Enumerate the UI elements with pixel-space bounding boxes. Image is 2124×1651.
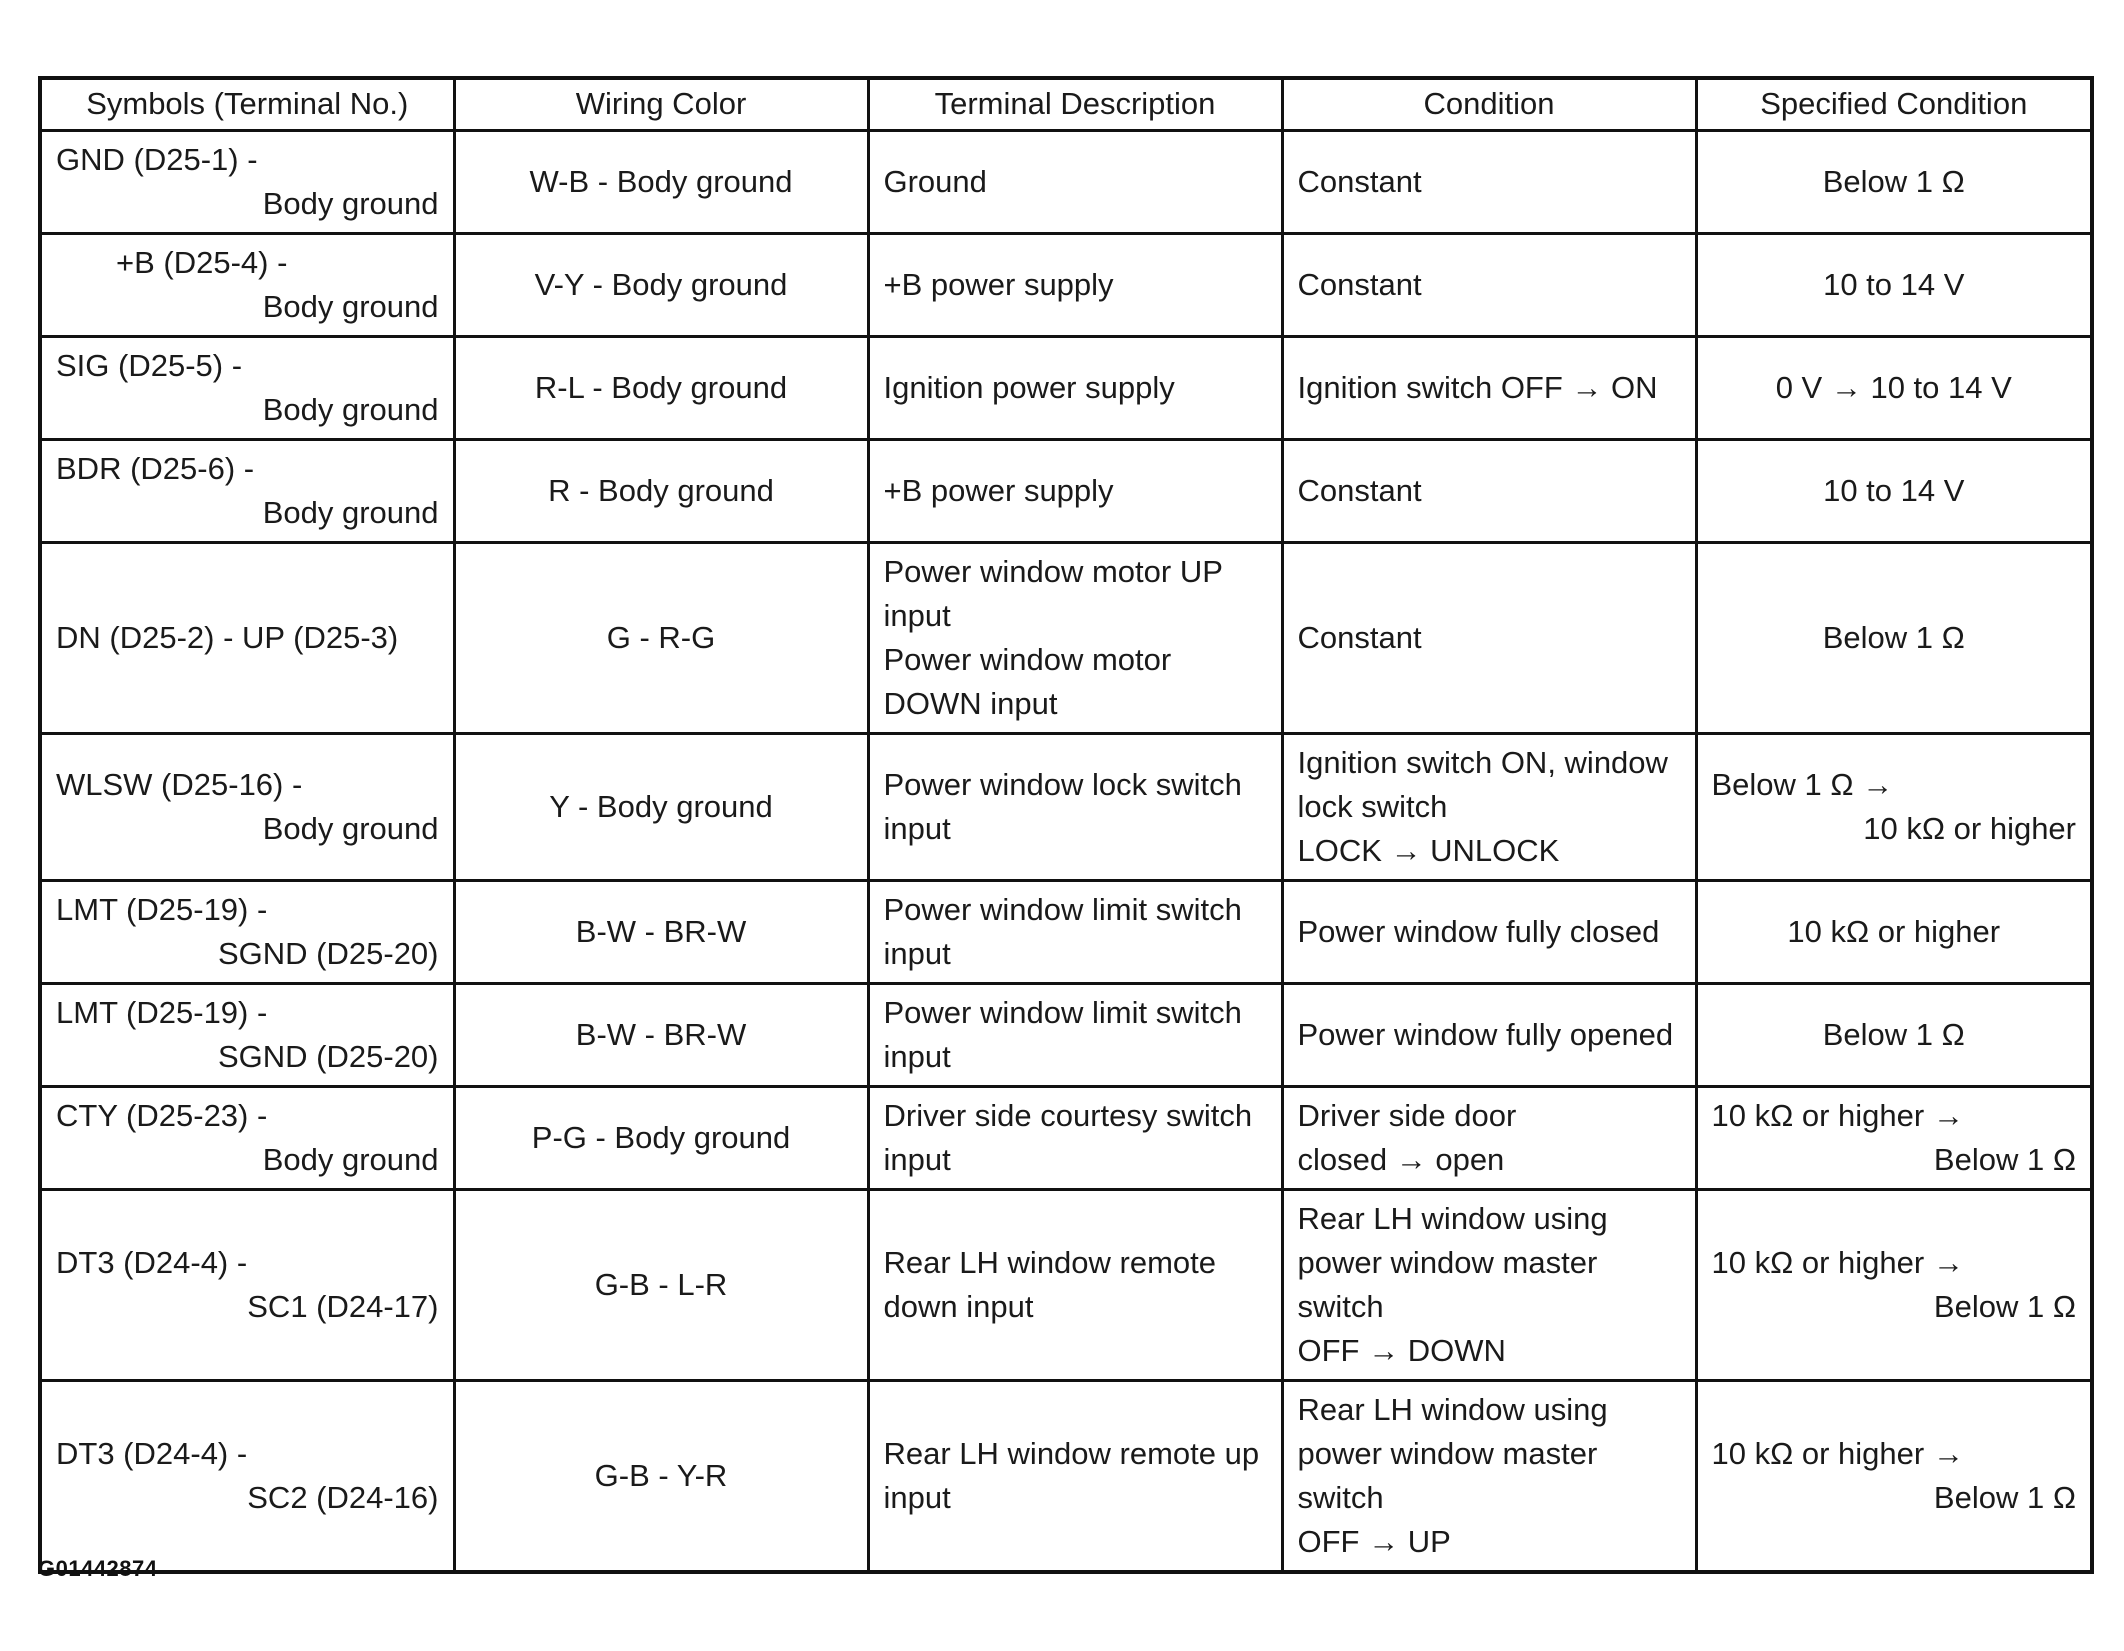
symbol-cell <box>40 1086 454 1189</box>
header-condition: Condition <box>1282 78 1696 130</box>
description-cell <box>868 130 1282 233</box>
wiring-cell: W-B - Body ground <box>454 130 868 233</box>
symbol-cell <box>40 336 454 439</box>
specified-line: Below 1 Ω <box>1822 1016 1965 1052</box>
wiring-cell: B-W - BR-W <box>454 983 868 1086</box>
symbol-line: Body ground <box>262 810 439 846</box>
table-row <box>40 542 2092 733</box>
condition-line: Constant <box>1297 266 1422 302</box>
table-row <box>40 1086 2092 1189</box>
condition-line: Constant <box>1297 163 1422 199</box>
condition-line: lock switch <box>1297 788 1448 824</box>
description-cell <box>868 1086 1282 1189</box>
condition-line: Driver side door <box>1297 1097 1517 1133</box>
specified-line: Below 1 Ω <box>1822 163 1965 199</box>
specified-cell <box>1696 1380 2092 1572</box>
symbol-line: SC1 (D24-17) <box>247 1288 439 1324</box>
description-cell <box>868 1189 1282 1380</box>
symbol-cell <box>40 733 454 880</box>
condition-line: Rear LH window using <box>1297 1391 1608 1427</box>
condition-line: closed → open <box>1297 1141 1505 1177</box>
specified-cell <box>1696 1086 2092 1189</box>
symbol-line: +B (D25-4) - <box>116 244 288 280</box>
description-cell <box>868 439 1282 542</box>
symbol-cell <box>40 542 454 733</box>
condition-line: Ignition switch OFF → ON <box>1297 369 1658 405</box>
symbol-cell <box>40 983 454 1086</box>
description-cell <box>868 880 1282 983</box>
specified-line: Below 1 Ω <box>1933 1479 2076 1515</box>
figure-id-label: G01442874 <box>38 1556 158 1581</box>
condition-line: Rear LH window using <box>1297 1200 1608 1236</box>
condition-line: power window master <box>1297 1435 1598 1471</box>
symbol-line: DT3 (D24-4) - <box>56 1435 248 1471</box>
symbol-line: LMT (D25-19) - <box>56 994 268 1030</box>
specified-line: 10 kΩ or higher → <box>1711 1244 1964 1280</box>
description-line: Power window limit switch <box>883 994 1242 1030</box>
table-row <box>40 233 2092 336</box>
specified-cell <box>1696 983 2092 1086</box>
symbol-line: Body ground <box>262 494 439 530</box>
wiring-cell: G-B - Y-R <box>454 1380 868 1572</box>
symbol-cell <box>40 130 454 233</box>
description-cell <box>868 336 1282 439</box>
specified-cell <box>1696 233 2092 336</box>
condition-cell <box>1282 1086 1696 1189</box>
table-header <box>40 78 2092 130</box>
table-row <box>40 336 2092 439</box>
condition-cell <box>1282 542 1696 733</box>
wiring-cell: B-W - BR-W <box>454 880 868 983</box>
symbol-line: Body ground <box>262 185 439 221</box>
description-line: +B power supply <box>883 266 1114 302</box>
condition-line: switch <box>1297 1288 1384 1324</box>
symbol-line: SIG (D25-5) - <box>56 347 243 383</box>
description-line: DOWN input <box>883 685 1058 721</box>
condition-line: OFF → DOWN <box>1297 1332 1506 1368</box>
description-line: Driver side courtesy switch <box>883 1097 1253 1133</box>
symbol-cell <box>40 1380 454 1572</box>
table-row <box>40 1380 2092 1572</box>
description-line: input <box>883 935 951 971</box>
table-body <box>40 130 2092 1572</box>
header-specified-condition: Specified Condition <box>1696 78 2092 130</box>
symbol-line: CTY (D25-23) - <box>56 1097 268 1133</box>
table-row <box>40 983 2092 1086</box>
specified-cell <box>1696 1189 2092 1380</box>
terminal-spec-table <box>38 76 2094 1574</box>
wiring-cell: P-G - Body ground <box>454 1086 868 1189</box>
symbol-line: LMT (D25-19) - <box>56 891 268 927</box>
description-line: +B power supply <box>883 472 1114 508</box>
description-line: Rear LH window remote up <box>883 1435 1260 1471</box>
header-row <box>40 78 2092 130</box>
description-cell <box>868 542 1282 733</box>
symbol-cell <box>40 439 454 542</box>
specified-line: Below 1 Ω <box>1933 1141 2076 1177</box>
specified-line: Below 1 Ω → <box>1711 766 1894 802</box>
wiring-cell: G - R-G <box>454 542 868 733</box>
condition-cell <box>1282 233 1696 336</box>
symbol-cell <box>40 233 454 336</box>
table-row <box>40 1189 2092 1380</box>
symbol-line: Body ground <box>262 288 439 324</box>
description-line: input <box>883 1479 951 1515</box>
description-line: input <box>883 597 951 633</box>
description-line: Power window limit switch <box>883 891 1242 927</box>
condition-line: OFF → UP <box>1297 1523 1451 1559</box>
specified-cell <box>1696 880 2092 983</box>
symbol-line: WLSW (D25-16) - <box>56 766 303 802</box>
wiring-cell: V-Y - Body ground <box>454 233 868 336</box>
wiring-cell: Y - Body ground <box>454 733 868 880</box>
condition-cell <box>1282 439 1696 542</box>
specified-line: 0 V → 10 to 14 V <box>1775 369 2012 405</box>
description-line: input <box>883 810 951 846</box>
specified-line: Below 1 Ω <box>1933 1288 2076 1324</box>
condition-cell <box>1282 733 1696 880</box>
specified-cell <box>1696 439 2092 542</box>
condition-line: Power window fully opened <box>1297 1016 1674 1052</box>
header-wiring-color: Wiring Color <box>454 78 868 130</box>
symbol-line: BDR (D25-6) - <box>56 450 255 486</box>
condition-line: Power window fully closed <box>1297 913 1660 949</box>
description-line: input <box>883 1038 951 1074</box>
symbol-line: DT3 (D24-4) - <box>56 1244 248 1280</box>
symbol-line: DN (D25-2) - UP (D25-3) <box>56 619 399 655</box>
description-line: Rear LH window remote <box>883 1244 1217 1280</box>
condition-line: Constant <box>1297 619 1422 655</box>
specified-line: 10 to 14 V <box>1823 266 1965 302</box>
header-symbols: Symbols (Terminal No.) <box>40 78 454 130</box>
specified-line: 10 kΩ or higher <box>1863 810 2076 846</box>
wiring-cell: R-L - Body ground <box>454 336 868 439</box>
symbol-cell <box>40 1189 454 1380</box>
symbol-line: SGND (D25-20) <box>218 935 439 971</box>
description-line: Ground <box>883 163 987 199</box>
specified-cell <box>1696 542 2092 733</box>
specified-cell <box>1696 336 2092 439</box>
symbol-line: Body ground <box>262 391 439 427</box>
specified-line: 10 to 14 V <box>1823 472 1965 508</box>
wiring-cell: G-B - L-R <box>454 1189 868 1380</box>
table-row <box>40 733 2092 880</box>
description-cell <box>868 983 1282 1086</box>
specified-line: 10 kΩ or higher → <box>1711 1435 1964 1471</box>
condition-cell <box>1282 880 1696 983</box>
header-terminal-description: Terminal Description <box>868 78 1282 130</box>
description-line: Power window lock switch <box>883 766 1242 802</box>
symbol-cell <box>40 880 454 983</box>
condition-cell <box>1282 130 1696 233</box>
description-line: input <box>883 1141 951 1177</box>
description-line: Power window motor UP <box>883 553 1223 589</box>
condition-cell <box>1282 336 1696 439</box>
specified-line: Below 1 Ω <box>1822 619 1965 655</box>
symbol-line: Body ground <box>262 1141 439 1177</box>
condition-cell <box>1282 983 1696 1086</box>
description-line: Power window motor <box>883 641 1172 677</box>
condition-line: Ignition switch ON, window <box>1297 744 1668 780</box>
description-cell <box>868 733 1282 880</box>
specified-line: 10 kΩ or higher <box>1787 913 2001 949</box>
condition-cell <box>1282 1189 1696 1380</box>
condition-line: switch <box>1297 1479 1384 1515</box>
symbol-line: SC2 (D24-16) <box>247 1479 439 1515</box>
specified-line: 10 kΩ or higher → <box>1711 1097 1964 1133</box>
table-row <box>40 130 2092 233</box>
symbol-line: GND (D25-1) - <box>56 141 258 177</box>
condition-line: Constant <box>1297 472 1422 508</box>
condition-line: LOCK → UNLOCK <box>1297 832 1560 868</box>
description-line: down input <box>883 1288 1034 1324</box>
description-cell <box>868 1380 1282 1572</box>
condition-cell <box>1282 1380 1696 1572</box>
terminal-spec-table-container <box>38 76 2090 1574</box>
table-row <box>40 439 2092 542</box>
description-line: Ignition power supply <box>883 369 1175 405</box>
specified-cell <box>1696 130 2092 233</box>
wiring-cell: R - Body ground <box>454 439 868 542</box>
condition-line: power window master <box>1297 1244 1598 1280</box>
table-row <box>40 880 2092 983</box>
specified-cell <box>1696 733 2092 880</box>
description-cell <box>868 233 1282 336</box>
symbol-line: SGND (D25-20) <box>218 1038 439 1074</box>
